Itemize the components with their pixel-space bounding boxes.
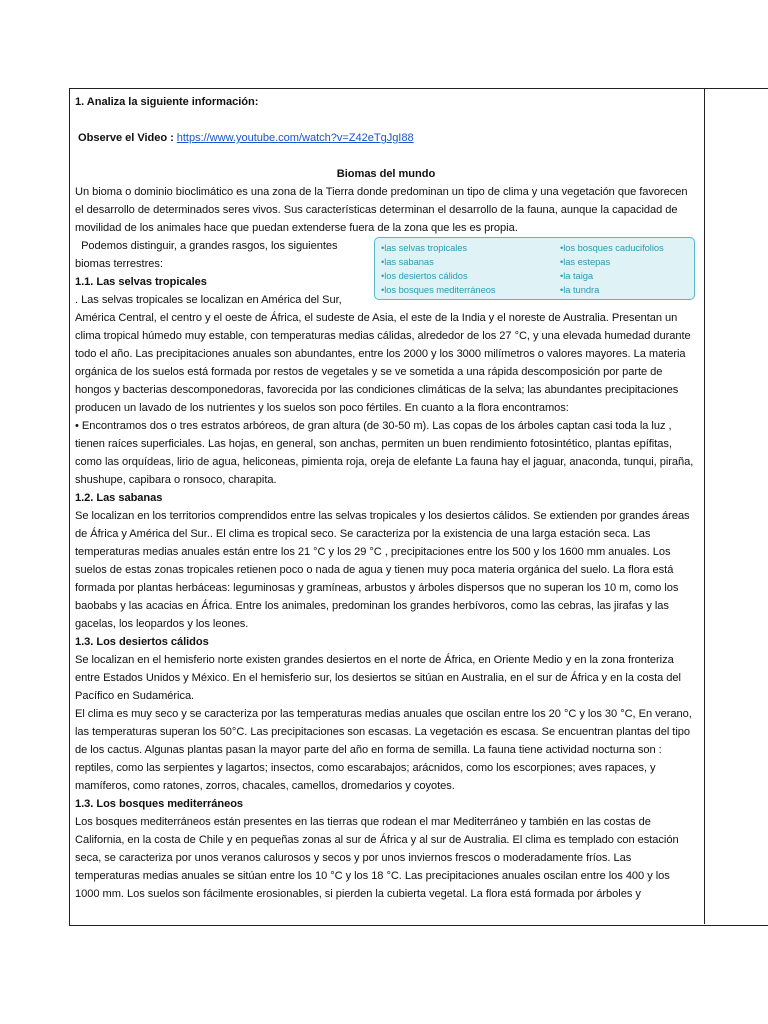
table-column-divider [704,88,705,924]
video-line [75,129,697,147]
biome-list-item: • los bosques mediterráneos [381,283,560,297]
section-paragraph: El clima es muy seco y se caracteriza por las temperaturas medias anuales que oscilan entre los 20 °C y los 30 °C, En verano, las temperaturas superan los 50°C. Las precipitaciones son escasas. La vegetación es escasa. Se encuentran plantas del tipo de los cactus. Algunas plantas pasan la mayor parte del año en forma de semilla. La fauna tiene actividad nocturna son : reptiles, como las serpientes y lagartos; insectos, como escarabajos; arácnidos, como los escorpiones; aves rapaces, y mamíferos, como ratones, zorros, chacales, camellos, dromedarios y coyotes. [75,708,692,792]
section-heading: 1.1. Las selvas tropicales [75,276,207,288]
video-label: Observe el Video : [78,132,177,144]
distinguish-paragraph [75,237,365,273]
biome-list-item: • la taiga [560,269,688,283]
biome-list-item: • los bosques caducifolios [560,241,688,255]
document-content [75,93,697,903]
biome-list-item: • la tundra [560,283,688,297]
section-paragraph: Se localizan en el hemisferio norte existen grandes desiertos en el norte de África, en Oriente Medio y en la zona fronteriza entre Estados Unidos y México. En el hemisferio sur, los desiertos se sitúan en Australia, en el sur de África y en la costa del Pacífico en Sudamérica. [75,654,681,702]
biome-list-item: • las sabanas [381,255,560,269]
section-paragraph: . Las selvas tropicales se localizan en América del Sur, América Central, el centro y el oeste de África, el sudeste de Asia, el este de la India y el noreste de Australia. Presentan un clima tropical húmedo muy estable, con temperaturas medias cálidas, alrededor de los 27 °C, y una elevada humedad durante todo el año. Las precipitaciones anuales son abundantes, entre los 2000 y los 3000 milímetros o valores mayores. La materia orgánica de los suelos está formada por restos de vegetales y se ve sometida a una rápida descomposición por parte de hongos y bacterias descomponedoras, favorecida por las condiciones climáticas de la selva; las abundantes precipitaciones producen un lavado de los nutrientes y los suelos son poco fértiles. En cuanto a la flora encontramos: [75,294,691,414]
section-heading: 1.2. Las sabanas [75,492,163,504]
section-paragraph: Se localizan en los territorios comprendidos entre las selvas tropicales y los desiertos cálidos. Se extienden por grandes áreas de África y América del Sur.. El clima es tropical seco. Se caracteriza por la existencia de una larga estación seca. Las temperaturas medias anuales están entre los 21 °C y los 29 °C , precipitaciones entre los 500 y los 1600 mm anuales. Los suelos de estas zonas tropicales retienen poco o nada de agua y tienen muy poca materia orgánica del suelo. La flora está formada por plantas herbáceas: leguminosas y gramíneas, arbustos y árboles dispersos que no superan los 10 m, como los baobabs y las acacias en África. Entre los animales, predominan los grandes herbívoros, como las cebras, las jirafas y las gacelas, los leopardos y los leones. [75,510,690,630]
biomes-box-left [381,241,560,296]
section-heading: 1.3. Los desiertos cálidos [75,636,209,648]
biomes-box [374,237,695,300]
video-link[interactable]: https://www.youtube.com/watch?v=Z42eTgJgI88 [176,132,414,144]
biome-list-item: • las selvas tropicales [381,241,560,255]
intro-paragraph: Un bioma o dominio bioclimático es una zona de la Tierra donde predominan un tipo de clima y una vegetación que favorecen el desarrollo de determinados seres vivos. Sus características determinan el desarrollo de la fauna, aunque la capacidad de movilidad de los animales hace que puedan extenderse fuera de la zona que les es propia. [75,186,688,234]
biome-list-item: • los desiertos cálidos [381,269,560,283]
page-title: Biomas del mundo [336,168,436,180]
section-paragraph: • Encontramos dos o tres estratos arbóreos, de gran altura (de 30-50 m). Las copas de los árboles captan casi toda la luz , tienen raíces superficiales. Las hojas, en general, son anchas, permiten un buen rendimiento fotosintético, plantas epífitas, como las orquídeas, lirio de agua, heliconeas, pimienta roja, oreja de elefante La fauna hay el jaguar, anaconda, tunqui, piraña, shushupe, capibara o ronsoco, charapita. [75,420,694,486]
task-heading: 1. Analiza la siguiente información: [75,96,259,108]
distinguish-text: Podemos distinguir, a grandes rasgos, los siguientes biomas terrestres: [75,240,338,270]
section-heading: 1.3. Los bosques mediterráneos [75,798,244,810]
biomes-box-right [560,241,688,296]
biome-list-item: • las estepas [560,255,688,269]
section-paragraph: Los bosques mediterráneos están presentes en las tierras que rodean el mar Mediterráneo y también en las costas de California, en la costa de Chile y en pequeñas zonas al sur de África y al sur de Australia. El clima es templado con estación seca, se caracteriza por unos veranos calurosos y secos y por unos inviernos frescos o moderadamente fríos. Las temperaturas medias anuales se sitúan entre los 10 °C y los 18 °C. Las precipitaciones anuales oscilan entre los 400 y los 1000 mm. Los suelos son fácilmente erosionables, si pierden la cubierta vegetal. La flora está formada por árboles y [75,816,679,900]
